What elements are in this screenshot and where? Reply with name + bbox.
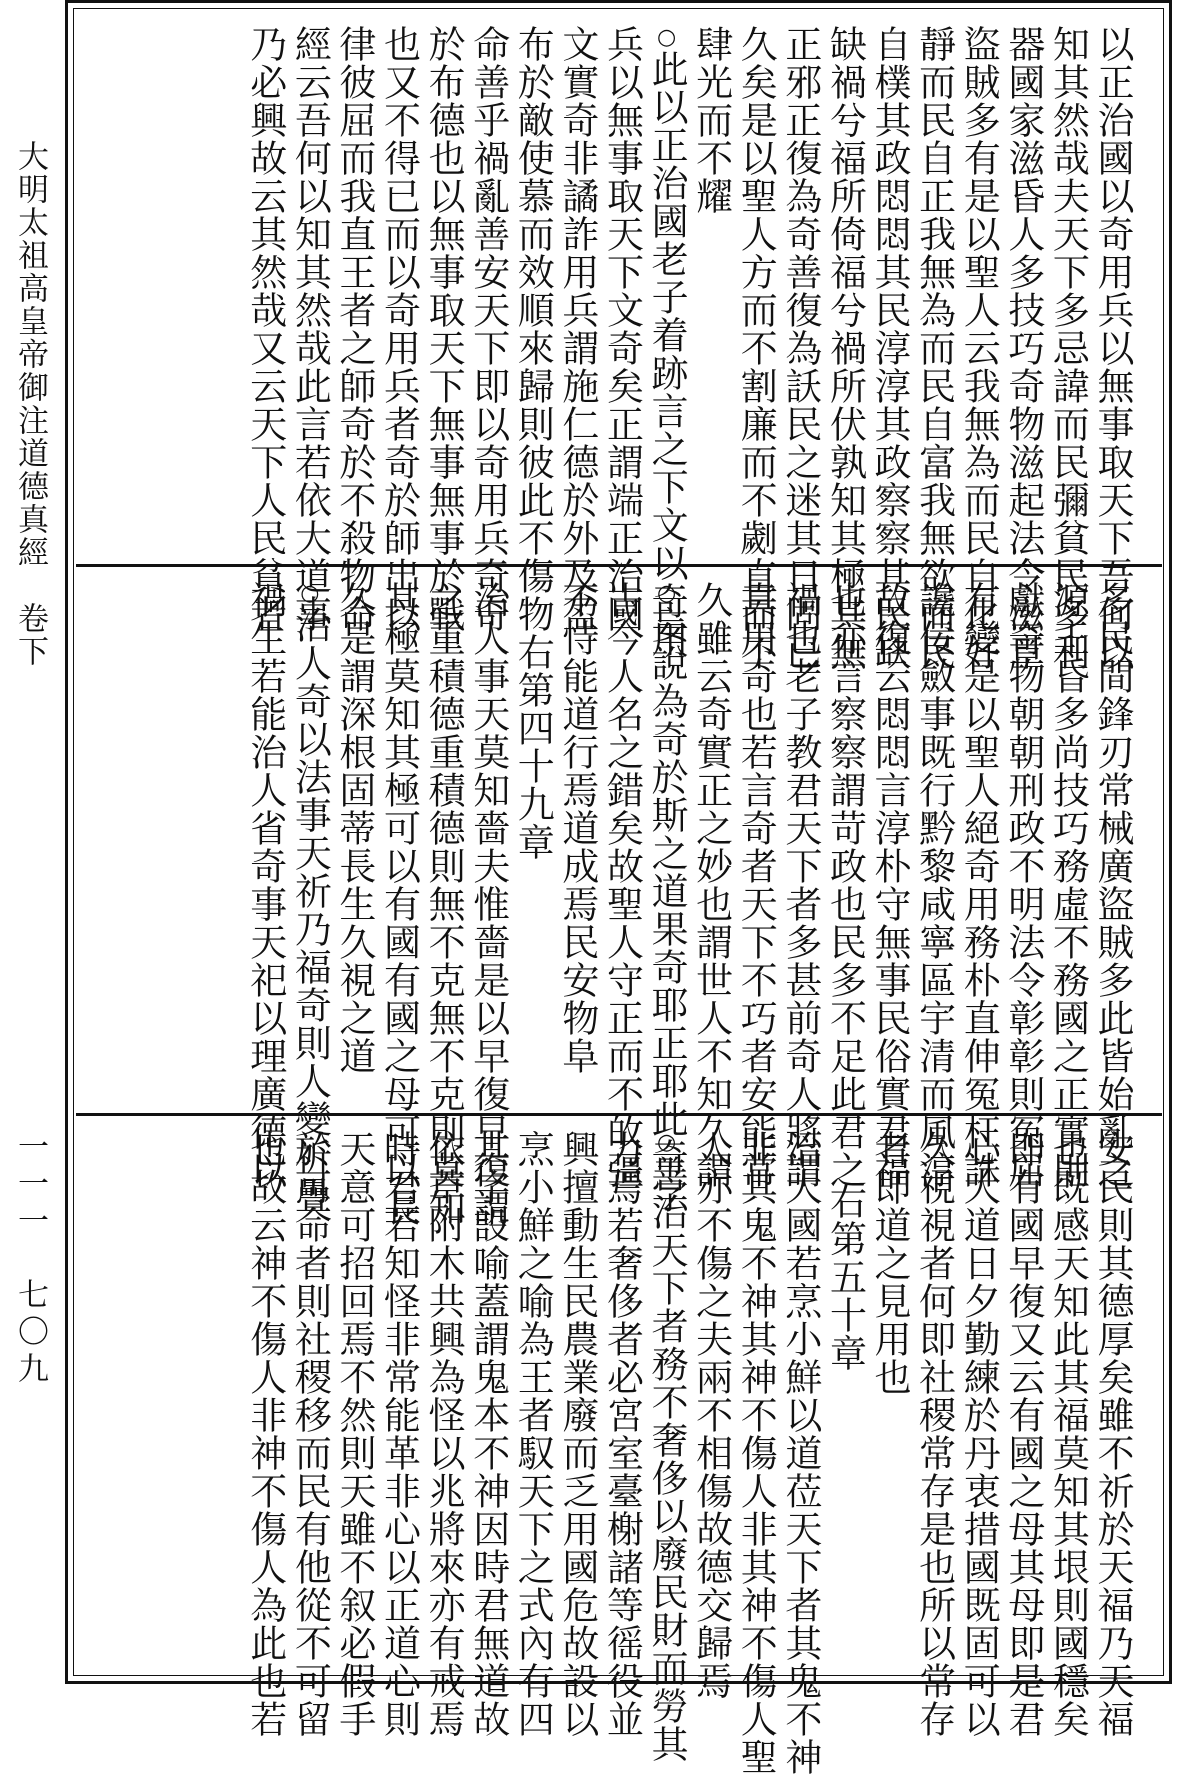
text-column: 久矣是以聖人方而不割廉而不劌直而不	[734, 25, 778, 671]
text-column: 烹小鮮之喻為王者馭天下之式內有四	[511, 1130, 555, 1738]
text-column: 多民間鋒刃常械廣盜賊多此皆始亂之	[1091, 581, 1134, 1189]
text-column: 器國家滋昏人多技巧奇物滋起法令滋章	[1001, 25, 1045, 671]
text-column: 久雖云奇實正之妙也謂世人不知久謂	[689, 581, 733, 1189]
text-column: 故復云悶悶言淳朴守無事民俗實君福	[868, 581, 912, 1189]
text-column: 禍也老子教君天下者多甚前奇人將謂	[778, 581, 822, 1189]
chapter-heading: 右第四十九章	[511, 633, 555, 861]
text-column: ○ 善治天下者務不奢侈以廢民財而勞其	[643, 1130, 688, 1664]
text-column: 其字設喻蓋謂鬼本不神因時君無道故	[466, 1130, 510, 1738]
text-column: 不恃能道行焉道成焉民安物阜	[555, 581, 599, 1075]
text-column: 缺禍兮福所倚福兮禍所伏孰知其極其無	[823, 25, 867, 671]
text-block-top	[76, 11, 1162, 671]
text-block-bottom	[76, 1113, 1162, 1776]
text-column: 於布德也以無事取天下無事無事於戰	[422, 25, 466, 633]
text-column: 之重積德重積德則無不克無不克則莫知	[422, 581, 466, 1227]
text-column: 也既感天知此其福莫知其垠則國穩矣	[1046, 1130, 1090, 1738]
text-column: 非其鬼不神其神不傷人非其神不傷人聖	[734, 1130, 778, 1776]
text-column: 以正治國以奇用兵以無事取天下吾何以	[1091, 25, 1134, 671]
text-column: 經云吾何以知其然哉此言若依大道事	[288, 25, 332, 633]
text-column: 讒佞斂事既行黔黎咸寧區宇清而風淳	[912, 581, 956, 1189]
text-column: 自樸其政悶悶其民淳淳其政察察其民缺	[868, 25, 912, 671]
text-column: 心大道日夕勤練於丹衷措國既固可以	[957, 1130, 1001, 1738]
text-block-middle	[76, 564, 1162, 1227]
text-column: ○ 治人奇以法事天祈乃福奇則人變祈疊	[287, 581, 332, 1101]
text-column: 安民則其德厚矣雖不祈於天福乃天福	[1091, 1130, 1134, 1738]
text-column: 者即道之見用也	[868, 1130, 912, 1396]
text-column: 人亦不傷之夫兩不相傷故德交歸焉	[689, 1130, 733, 1700]
page-number: 一一一 七〇九	[12, 1130, 48, 1389]
text-column: 久是謂深根固蒂長生久視之道	[332, 581, 376, 1075]
text-column: 禍生若能治人省奇事天祀以理廣德以	[243, 581, 287, 1189]
text-column: 也故云神不傷人非神不傷人為此也若	[243, 1130, 287, 1738]
chapter-heading: 右第五十章	[823, 1182, 867, 1372]
book-title: 大明太祖高皇帝御注道德真經 卷下	[12, 140, 48, 668]
text-column: 盜賊多有是以聖人云我無為而民自化好	[957, 25, 1001, 671]
text-column: 也又不得已而以奇用兵者奇於師出以	[377, 25, 421, 633]
column-container	[242, 25, 1134, 671]
text-column: 力焉若奢侈者必宮室臺榭諸等徭役並	[600, 1130, 644, 1738]
text-column: 依草附木共興為怪以兆將來亦有戒焉	[422, 1130, 466, 1738]
text-column: ○ 妄說為奇於斯之道果奇耶正耶此奇字	[643, 581, 688, 1101]
text-column: 乃必興故云其然哉又云天下人民貧者	[243, 25, 287, 633]
text-column: 布於敵使慕而效順來歸則彼此不傷物	[511, 25, 555, 633]
text-column: ○ 此以正治國老子着跡言之下文以奇用	[643, 25, 688, 552]
text-column: 真用奇也若言奇者天下不巧者安能常	[734, 581, 778, 1189]
text-column: 源王昏多尚技巧務虛不務國之正實則	[1046, 581, 1090, 1189]
text-column: 肆光而不耀	[689, 25, 733, 215]
page-frame	[65, 0, 1172, 1776]
text-column: 知其然哉夫天下多忌諱而民彌貧民多利	[1046, 25, 1090, 671]
text-column: 兵以無事取天下文奇矣正謂端正治國	[600, 25, 644, 633]
text-column: 時君若知怪非常能革非心以正道心則	[377, 1130, 421, 1738]
text-column: 天意可招回焉不然則天雖不叙必假手	[332, 1130, 376, 1738]
text-column: 治大國若烹小鮮以道莅天下者其鬼不神	[778, 1130, 822, 1776]
column-container	[242, 1130, 1134, 1776]
text-column: 久視視者何即社稷常存是也所以常存	[912, 1130, 956, 1738]
text-column: 古今人名之錯矣故聖人守正而不敀彊	[600, 581, 644, 1189]
text-column: 治人事天莫知嗇夫惟嗇是以早復早復謂	[466, 581, 510, 1227]
text-column: 其極莫知其極可以有國有國之母可以長	[377, 581, 421, 1227]
text-column: 正邪正復為奇善復為訞民之迷其日固已	[778, 25, 822, 671]
text-column: 靜而民自正我無為而民自富我無欲而民	[912, 25, 956, 671]
text-column: 律彼屈而我直王者之師奇於不殺物命	[332, 25, 376, 633]
text-column: 即有國早復又云有國之母其母即是君	[1001, 1130, 1045, 1738]
text-column: 文實奇非譎詐用兵謂施仁德於外及盈	[555, 25, 599, 633]
text-column: 命善乎禍亂善安天下即以奇用兵奇奇	[466, 25, 510, 633]
text-column: 於可命者則社稷移而民有他從不可留	[288, 1130, 332, 1738]
text-column: 興擅動生民農業廢而乏用國危故設以	[555, 1130, 599, 1738]
text-column: 獻奇物朝朝刑政不明法令彰彰則冤屈	[1001, 581, 1045, 1189]
column-container	[242, 581, 1134, 1227]
text-column: 也亦言察察謂苛政也民多不足此君之	[823, 581, 867, 1189]
text-column: 有變是以聖人絕奇用務朴直伸冤枉誅	[957, 581, 1001, 1189]
